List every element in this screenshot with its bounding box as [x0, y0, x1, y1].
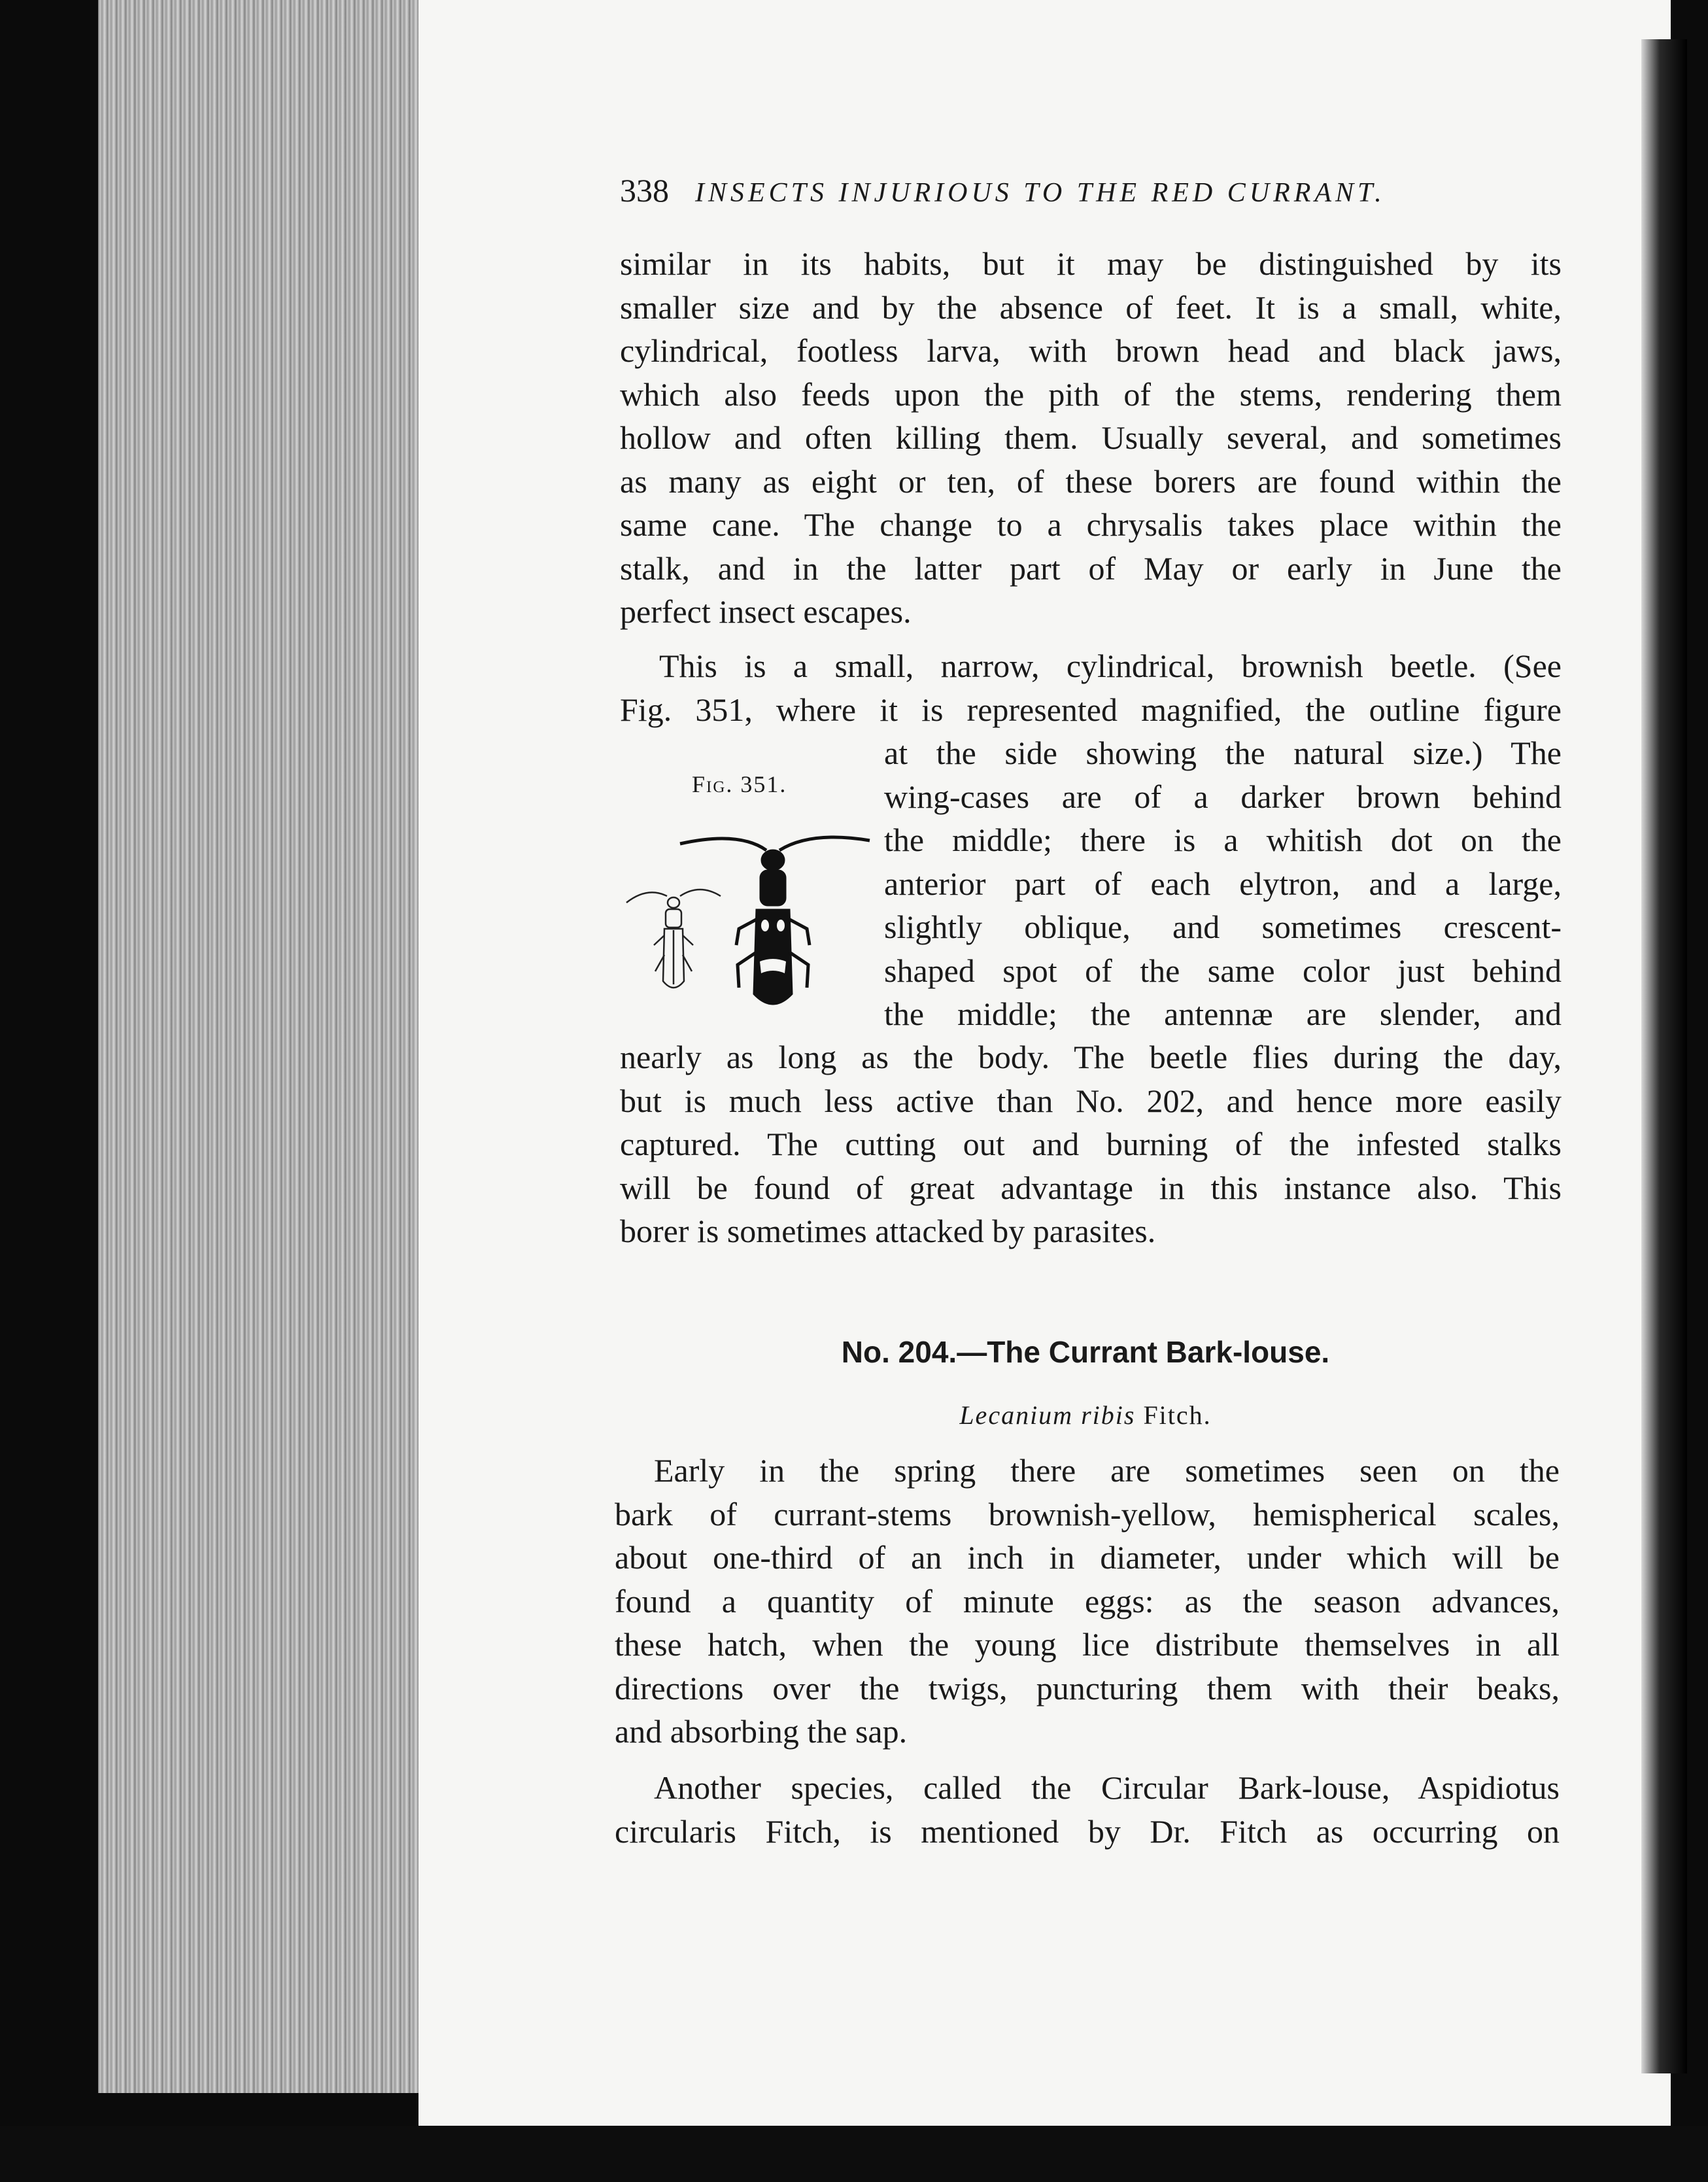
text-line: Another species, called the Circular Bark-louse, Aspidiotus — [654, 1769, 1560, 1806]
text-line: hollow and often killing them. Usually several, and sometimes — [620, 419, 1562, 456]
page-number: 338 — [620, 172, 669, 209]
running-title: INSECTS INJURIOUS TO THE RED CURRANT. — [695, 178, 1386, 208]
text-line: wing-cases are of a darker brown behind — [884, 778, 1562, 815]
text-line: about one-third of an inch in diameter, under which will be — [615, 1539, 1560, 1576]
text-line: but is much less active than No. 202, and hence more easily — [620, 1082, 1562, 1119]
paragraph-3 — [615, 1449, 1560, 1754]
paragraph-1 — [620, 242, 1562, 634]
text-line: cylindrical, footless larva, with brown head and black jaws, — [620, 332, 1562, 369]
text-line: and absorbing the sap. — [615, 1713, 908, 1750]
text-line: as many as eight or ten, of these borers are found within the — [620, 462, 1562, 500]
text-line: Fig. 351, where it is represented magnified, the outline figure — [620, 691, 1562, 728]
text-line: same cane. The change to a chrysalis takes place within the — [620, 506, 1562, 543]
text-line: which also feeds upon the pith of the stems, rendering them — [620, 375, 1562, 413]
text-line: these hatch, when the young lice distribute themselves in all — [615, 1626, 1560, 1663]
text-line: the middle; there is a whitish dot on the — [884, 822, 1562, 858]
paragraph-4 — [615, 1766, 1560, 1853]
text-line: similar in its habits, but it may be distinguished by its — [620, 245, 1562, 282]
figure-caption: Fig. 351. — [692, 771, 787, 797]
text-line: anterior part of each elytron, and a large, — [884, 865, 1562, 902]
paragraph-2-continued — [620, 1035, 1562, 1253]
text-line: Early in the spring there are sometimes seen on the — [654, 1452, 1560, 1489]
text-line: This is a small, narrow, cylindrical, brownish beetle. (See — [659, 648, 1562, 684]
text-line: nearly as long as the body. The beetle flies during the day, — [620, 1039, 1562, 1075]
text-line: circularis Fitch, is mentioned by Dr. Fitch as occurring on — [615, 1812, 1560, 1850]
text-line: smaller size and by the absence of feet. It is a small, white, — [620, 288, 1562, 326]
paragraph-2-beside-figure — [884, 731, 1562, 1036]
text-line: perfect insect escapes. — [620, 593, 912, 630]
text-line: slightly oblique, and sometimes crescent- — [884, 909, 1562, 945]
text-line: will be found of great advantage in this instance also. This — [620, 1169, 1562, 1206]
species-author: Fitch. — [1135, 1400, 1212, 1430]
book-page-edges — [98, 0, 438, 2093]
text-line: captured. The cutting out and burning of the infested stalks — [620, 1126, 1562, 1162]
species-latin-name: Lecanium ribis — [959, 1400, 1136, 1430]
beetle-figure-icon — [608, 805, 883, 1020]
text-line: bark of currant-stems brownish-yellow, hemispherical scales, — [615, 1495, 1560, 1533]
text-line: at the side showing the natural size.) The — [884, 735, 1562, 771]
text-line: shaped spot of the same color just behind — [884, 952, 1562, 989]
text-line: borer is sometimes attacked by parasites. — [620, 1213, 1156, 1249]
text-line: directions over the twigs, puncturing them with their beaks, — [615, 1669, 1560, 1706]
book-gutter — [1641, 39, 1687, 2073]
paragraph-2-intro — [620, 644, 1562, 731]
text-line: found a quantity of minute eggs: as the season advances, — [615, 1582, 1560, 1619]
section-heading: No. 204.—The Currant Bark-louse. — [841, 1335, 1330, 1369]
running-header — [620, 171, 1562, 211]
text-line: the middle; the antennæ are slender, and — [884, 996, 1562, 1032]
text-line: stalk, and in the latter part of May or early in June the — [620, 549, 1562, 587]
species-name — [615, 1400, 1556, 1430]
scan-bottom-edge — [0, 2126, 1708, 2182]
